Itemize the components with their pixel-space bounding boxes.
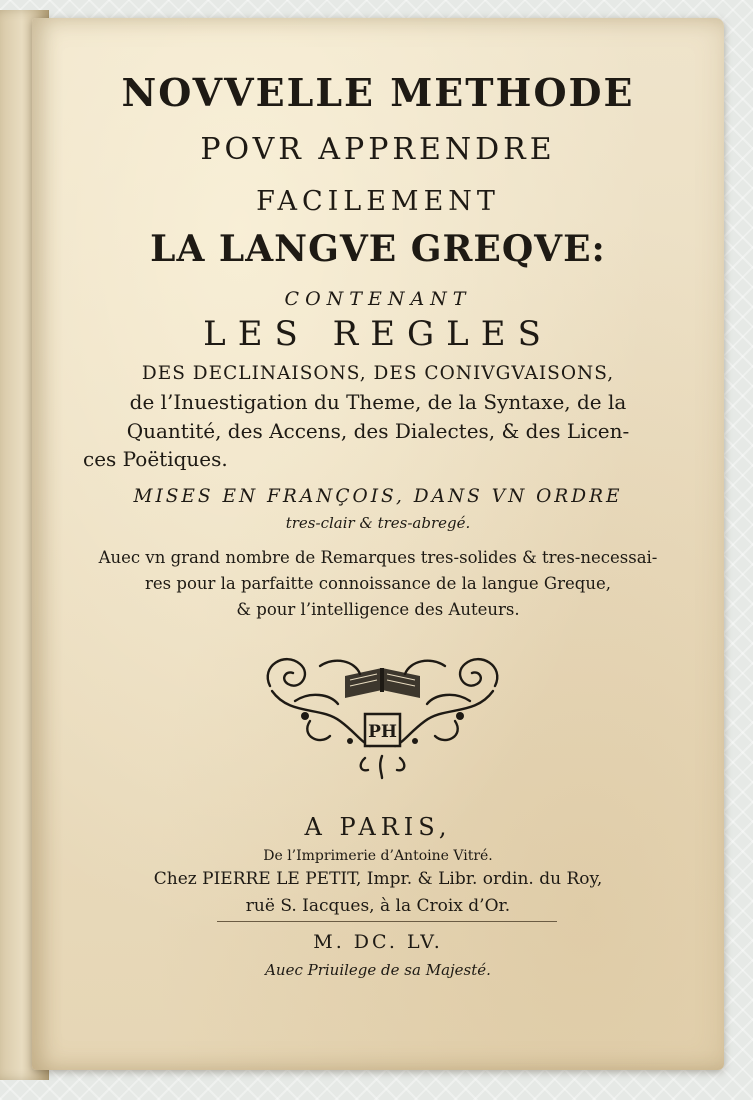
imprint-city: A PARIS, xyxy=(304,813,452,841)
title-line-4: LA LANGVE GREQVE: xyxy=(150,228,606,270)
emblem-monogram: PH xyxy=(368,722,397,742)
imprint-privilege: Auec Priuilege de sa Majesté. xyxy=(265,961,491,979)
description-line-4: ces Poëtiques. xyxy=(83,447,228,471)
title-page xyxy=(32,18,724,1070)
title-page-content xyxy=(32,18,724,1070)
description-line-2: de l’Inuestigation du Theme, de la Syntaxe, de la xyxy=(129,390,627,414)
description-line-1: DES DECLINAISONS, DES CONIVGVAISONS, xyxy=(141,363,615,384)
title-line-1: NOVVELLE METHODE xyxy=(121,70,635,115)
imprint-seller: Chez PIERRE LE PETIT, Impr. & Libr. ordin. du Roy, xyxy=(153,869,603,889)
title-line-2: POVR APPRENDRE xyxy=(200,132,556,167)
description-line-3: Quantité, des Accens, des Dialectes, & des Licen- xyxy=(126,419,630,443)
les-regles-heading: LES REGLES xyxy=(203,314,553,354)
title-line-3: FACILEMENT xyxy=(256,186,500,217)
remarques-line-3: & pour l’intelligence des Auteurs. xyxy=(236,600,520,619)
imprint-printer: De l’Imprimerie d’Antoine Vitré. xyxy=(263,848,493,864)
remarques-line-1: Auec vn grand nombre de Remarques tres-solides & tres-necessai- xyxy=(98,548,658,567)
imprint-address: ruë S. Iacques, à la Croix d’Or. xyxy=(245,896,511,916)
remarques-line-2: res pour la parfaitte connoissance de la langue Greque, xyxy=(145,574,611,593)
printer-emblem-ornament xyxy=(260,646,505,781)
clair-abrege-line: tres-clair & tres-abregé. xyxy=(285,514,471,532)
imprint-date: M. DC. LV. xyxy=(313,931,443,953)
imprint-divider xyxy=(217,921,557,922)
contenant-heading: CONTENANT xyxy=(284,288,472,310)
mises-en-francois-line: MISES EN FRANÇOIS, DANS VN ORDRE xyxy=(133,486,623,507)
